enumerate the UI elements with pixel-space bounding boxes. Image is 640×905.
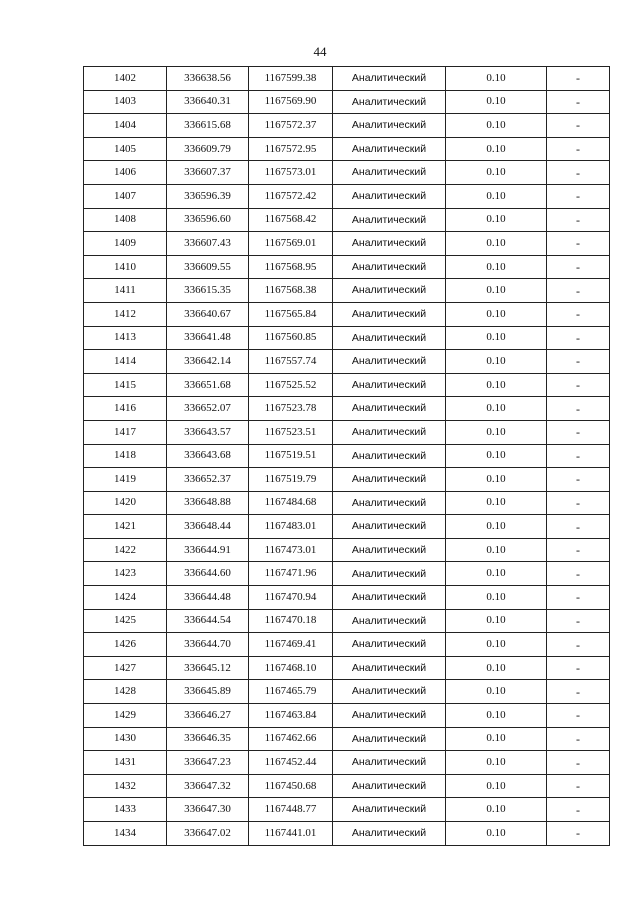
y-coordinate-cell: 1167599.38 [249, 67, 333, 91]
x-coordinate-cell: 336647.30 [167, 798, 249, 822]
accuracy-cell: 0.10 [446, 633, 547, 657]
note-cell: - [547, 161, 610, 185]
table-row [84, 515, 610, 539]
note-cell: - [547, 727, 610, 751]
method-cell: Аналитический [333, 137, 446, 161]
method-cell: Аналитический [333, 680, 446, 704]
table-row [84, 137, 610, 161]
x-coordinate-cell: 336615.68 [167, 114, 249, 138]
accuracy-cell: 0.10 [446, 114, 547, 138]
note-cell: - [547, 114, 610, 138]
table-row [84, 397, 610, 421]
note-cell: - [547, 326, 610, 350]
table-row [84, 302, 610, 326]
table-row [84, 704, 610, 728]
table-row [84, 822, 610, 846]
x-coordinate-cell: 336644.60 [167, 562, 249, 586]
accuracy-cell: 0.10 [446, 798, 547, 822]
method-cell: Аналитический [333, 798, 446, 822]
point-number-cell: 1409 [84, 232, 167, 256]
y-coordinate-cell: 1167569.90 [249, 90, 333, 114]
note-cell: - [547, 656, 610, 680]
method-cell: Аналитический [333, 727, 446, 751]
accuracy-cell: 0.10 [446, 326, 547, 350]
note-cell: - [547, 751, 610, 775]
point-number-cell: 1424 [84, 586, 167, 610]
table-row [84, 468, 610, 492]
point-number-cell: 1404 [84, 114, 167, 138]
y-coordinate-cell: 1167462.66 [249, 727, 333, 751]
note-cell: - [547, 302, 610, 326]
y-coordinate-cell: 1167450.68 [249, 774, 333, 798]
note-cell: - [547, 444, 610, 468]
table-body [84, 67, 610, 846]
x-coordinate-cell: 336644.48 [167, 586, 249, 610]
x-coordinate-cell: 336596.39 [167, 184, 249, 208]
method-cell: Аналитический [333, 326, 446, 350]
y-coordinate-cell: 1167470.94 [249, 586, 333, 610]
method-cell: Аналитический [333, 255, 446, 279]
point-number-cell: 1421 [84, 515, 167, 539]
x-coordinate-cell: 336647.32 [167, 774, 249, 798]
x-coordinate-cell: 336607.37 [167, 161, 249, 185]
accuracy-cell: 0.10 [446, 279, 547, 303]
point-number-cell: 1405 [84, 137, 167, 161]
accuracy-cell: 0.10 [446, 397, 547, 421]
x-coordinate-cell: 336651.68 [167, 373, 249, 397]
x-coordinate-cell: 336652.07 [167, 397, 249, 421]
y-coordinate-cell: 1167448.77 [249, 798, 333, 822]
method-cell: Аналитический [333, 350, 446, 374]
point-number-cell: 1406 [84, 161, 167, 185]
point-number-cell: 1430 [84, 727, 167, 751]
table-row [84, 727, 610, 751]
point-number-cell: 1411 [84, 279, 167, 303]
accuracy-cell: 0.10 [446, 420, 547, 444]
method-cell: Аналитический [333, 67, 446, 91]
table-row [84, 420, 610, 444]
accuracy-cell: 0.10 [446, 161, 547, 185]
y-coordinate-cell: 1167470.18 [249, 609, 333, 633]
y-coordinate-cell: 1167473.01 [249, 538, 333, 562]
note-cell: - [547, 609, 610, 633]
method-cell: Аналитический [333, 444, 446, 468]
x-coordinate-cell: 336615.35 [167, 279, 249, 303]
note-cell: - [547, 562, 610, 586]
x-coordinate-cell: 336641.48 [167, 326, 249, 350]
accuracy-cell: 0.10 [446, 302, 547, 326]
x-coordinate-cell: 336638.56 [167, 67, 249, 91]
accuracy-cell: 0.10 [446, 586, 547, 610]
accuracy-cell: 0.10 [446, 232, 547, 256]
accuracy-cell: 0.10 [446, 609, 547, 633]
y-coordinate-cell: 1167572.95 [249, 137, 333, 161]
note-cell: - [547, 397, 610, 421]
method-cell: Аналитический [333, 232, 446, 256]
y-coordinate-cell: 1167525.52 [249, 373, 333, 397]
method-cell: Аналитический [333, 420, 446, 444]
point-number-cell: 1433 [84, 798, 167, 822]
point-number-cell: 1415 [84, 373, 167, 397]
table-row [84, 444, 610, 468]
point-number-cell: 1423 [84, 562, 167, 586]
note-cell: - [547, 491, 610, 515]
x-coordinate-cell: 336652.37 [167, 468, 249, 492]
point-number-cell: 1407 [84, 184, 167, 208]
method-cell: Аналитический [333, 184, 446, 208]
point-number-cell: 1434 [84, 822, 167, 846]
method-cell: Аналитический [333, 656, 446, 680]
table-row [84, 538, 610, 562]
x-coordinate-cell: 336642.14 [167, 350, 249, 374]
accuracy-cell: 0.10 [446, 491, 547, 515]
table-row [84, 774, 610, 798]
accuracy-cell: 0.10 [446, 255, 547, 279]
y-coordinate-cell: 1167568.42 [249, 208, 333, 232]
method-cell: Аналитический [333, 491, 446, 515]
method-cell: Аналитический [333, 822, 446, 846]
accuracy-cell: 0.10 [446, 774, 547, 798]
note-cell: - [547, 704, 610, 728]
y-coordinate-cell: 1167471.96 [249, 562, 333, 586]
point-number-cell: 1426 [84, 633, 167, 657]
accuracy-cell: 0.10 [446, 515, 547, 539]
table-row [84, 255, 610, 279]
note-cell: - [547, 137, 610, 161]
table-row [84, 90, 610, 114]
point-number-cell: 1417 [84, 420, 167, 444]
table-row [84, 350, 610, 374]
y-coordinate-cell: 1167572.42 [249, 184, 333, 208]
method-cell: Аналитический [333, 468, 446, 492]
note-cell: - [547, 515, 610, 539]
x-coordinate-cell: 336640.67 [167, 302, 249, 326]
x-coordinate-cell: 336643.68 [167, 444, 249, 468]
accuracy-cell: 0.10 [446, 184, 547, 208]
method-cell: Аналитический [333, 302, 446, 326]
method-cell: Аналитический [333, 373, 446, 397]
method-cell: Аналитический [333, 208, 446, 232]
page-number: 44 [313, 44, 327, 59]
y-coordinate-cell: 1167452.44 [249, 751, 333, 775]
y-coordinate-cell: 1167519.51 [249, 444, 333, 468]
table-row [84, 67, 610, 91]
accuracy-cell: 0.10 [446, 751, 547, 775]
table-row [84, 184, 610, 208]
x-coordinate-cell: 336640.31 [167, 90, 249, 114]
table-row [84, 633, 610, 657]
point-number-cell: 1408 [84, 208, 167, 232]
point-number-cell: 1425 [84, 609, 167, 633]
table-row [84, 586, 610, 610]
accuracy-cell: 0.10 [446, 67, 547, 91]
accuracy-cell: 0.10 [446, 680, 547, 704]
note-cell: - [547, 633, 610, 657]
accuracy-cell: 0.10 [446, 704, 547, 728]
point-number-cell: 1422 [84, 538, 167, 562]
method-cell: Аналитический [333, 397, 446, 421]
point-number-cell: 1432 [84, 774, 167, 798]
note-cell: - [547, 279, 610, 303]
accuracy-cell: 0.10 [446, 444, 547, 468]
accuracy-cell: 0.10 [446, 727, 547, 751]
x-coordinate-cell: 336647.23 [167, 751, 249, 775]
table-row [84, 161, 610, 185]
method-cell: Аналитический [333, 90, 446, 114]
x-coordinate-cell: 336646.27 [167, 704, 249, 728]
y-coordinate-cell: 1167483.01 [249, 515, 333, 539]
note-cell: - [547, 67, 610, 91]
note-cell: - [547, 680, 610, 704]
x-coordinate-cell: 336644.91 [167, 538, 249, 562]
method-cell: Аналитический [333, 562, 446, 586]
method-cell: Аналитический [333, 114, 446, 138]
table-row [84, 798, 610, 822]
note-cell: - [547, 373, 610, 397]
note-cell: - [547, 350, 610, 374]
note-cell: - [547, 232, 610, 256]
method-cell: Аналитический [333, 586, 446, 610]
table-row [84, 326, 610, 350]
y-coordinate-cell: 1167465.79 [249, 680, 333, 704]
accuracy-cell: 0.10 [446, 822, 547, 846]
y-coordinate-cell: 1167468.10 [249, 656, 333, 680]
y-coordinate-cell: 1167484.68 [249, 491, 333, 515]
table-row [84, 279, 610, 303]
y-coordinate-cell: 1167523.78 [249, 397, 333, 421]
table-row [84, 751, 610, 775]
table-row [84, 562, 610, 586]
accuracy-cell: 0.10 [446, 538, 547, 562]
x-coordinate-cell: 336596.60 [167, 208, 249, 232]
y-coordinate-cell: 1167560.85 [249, 326, 333, 350]
note-cell: - [547, 468, 610, 492]
point-number-cell: 1403 [84, 90, 167, 114]
point-number-cell: 1428 [84, 680, 167, 704]
note-cell: - [547, 586, 610, 610]
accuracy-cell: 0.10 [446, 208, 547, 232]
accuracy-cell: 0.10 [446, 468, 547, 492]
point-number-cell: 1402 [84, 67, 167, 91]
accuracy-cell: 0.10 [446, 562, 547, 586]
table-row [84, 609, 610, 633]
point-number-cell: 1414 [84, 350, 167, 374]
y-coordinate-cell: 1167569.01 [249, 232, 333, 256]
x-coordinate-cell: 336648.44 [167, 515, 249, 539]
table-row [84, 373, 610, 397]
method-cell: Аналитический [333, 161, 446, 185]
x-coordinate-cell: 336648.88 [167, 491, 249, 515]
note-cell: - [547, 184, 610, 208]
y-coordinate-cell: 1167572.37 [249, 114, 333, 138]
x-coordinate-cell: 336609.55 [167, 255, 249, 279]
y-coordinate-cell: 1167469.41 [249, 633, 333, 657]
method-cell: Аналитический [333, 609, 446, 633]
method-cell: Аналитический [333, 704, 446, 728]
method-cell: Аналитический [333, 515, 446, 539]
point-number-cell: 1419 [84, 468, 167, 492]
y-coordinate-cell: 1167519.79 [249, 468, 333, 492]
y-coordinate-cell: 1167441.01 [249, 822, 333, 846]
point-number-cell: 1412 [84, 302, 167, 326]
note-cell: - [547, 255, 610, 279]
note-cell: - [547, 798, 610, 822]
table-row [84, 232, 610, 256]
table-row [84, 491, 610, 515]
table-row [84, 114, 610, 138]
x-coordinate-cell: 336644.70 [167, 633, 249, 657]
table-row [84, 656, 610, 680]
y-coordinate-cell: 1167557.74 [249, 350, 333, 374]
table-row [84, 208, 610, 232]
accuracy-cell: 0.10 [446, 137, 547, 161]
point-number-cell: 1429 [84, 704, 167, 728]
point-number-cell: 1420 [84, 491, 167, 515]
point-number-cell: 1418 [84, 444, 167, 468]
y-coordinate-cell: 1167573.01 [249, 161, 333, 185]
point-number-cell: 1427 [84, 656, 167, 680]
note-cell: - [547, 420, 610, 444]
method-cell: Аналитический [333, 538, 446, 562]
x-coordinate-cell: 336607.43 [167, 232, 249, 256]
point-number-cell: 1416 [84, 397, 167, 421]
y-coordinate-cell: 1167565.84 [249, 302, 333, 326]
accuracy-cell: 0.10 [446, 656, 547, 680]
method-cell: Аналитический [333, 751, 446, 775]
x-coordinate-cell: 336644.54 [167, 609, 249, 633]
coordinates-table [83, 66, 610, 846]
point-number-cell: 1413 [84, 326, 167, 350]
y-coordinate-cell: 1167568.95 [249, 255, 333, 279]
table-row [84, 680, 610, 704]
y-coordinate-cell: 1167523.51 [249, 420, 333, 444]
x-coordinate-cell: 336645.12 [167, 656, 249, 680]
note-cell: - [547, 822, 610, 846]
accuracy-cell: 0.10 [446, 90, 547, 114]
method-cell: Аналитический [333, 774, 446, 798]
accuracy-cell: 0.10 [446, 350, 547, 374]
point-number-cell: 1431 [84, 751, 167, 775]
x-coordinate-cell: 336646.35 [167, 727, 249, 751]
method-cell: Аналитический [333, 279, 446, 303]
note-cell: - [547, 90, 610, 114]
x-coordinate-cell: 336643.57 [167, 420, 249, 444]
point-number-cell: 1410 [84, 255, 167, 279]
x-coordinate-cell: 336647.02 [167, 822, 249, 846]
y-coordinate-cell: 1167463.84 [249, 704, 333, 728]
accuracy-cell: 0.10 [446, 373, 547, 397]
x-coordinate-cell: 336645.89 [167, 680, 249, 704]
y-coordinate-cell: 1167568.38 [249, 279, 333, 303]
note-cell: - [547, 208, 610, 232]
note-cell: - [547, 774, 610, 798]
method-cell: Аналитический [333, 633, 446, 657]
x-coordinate-cell: 336609.79 [167, 137, 249, 161]
note-cell: - [547, 538, 610, 562]
